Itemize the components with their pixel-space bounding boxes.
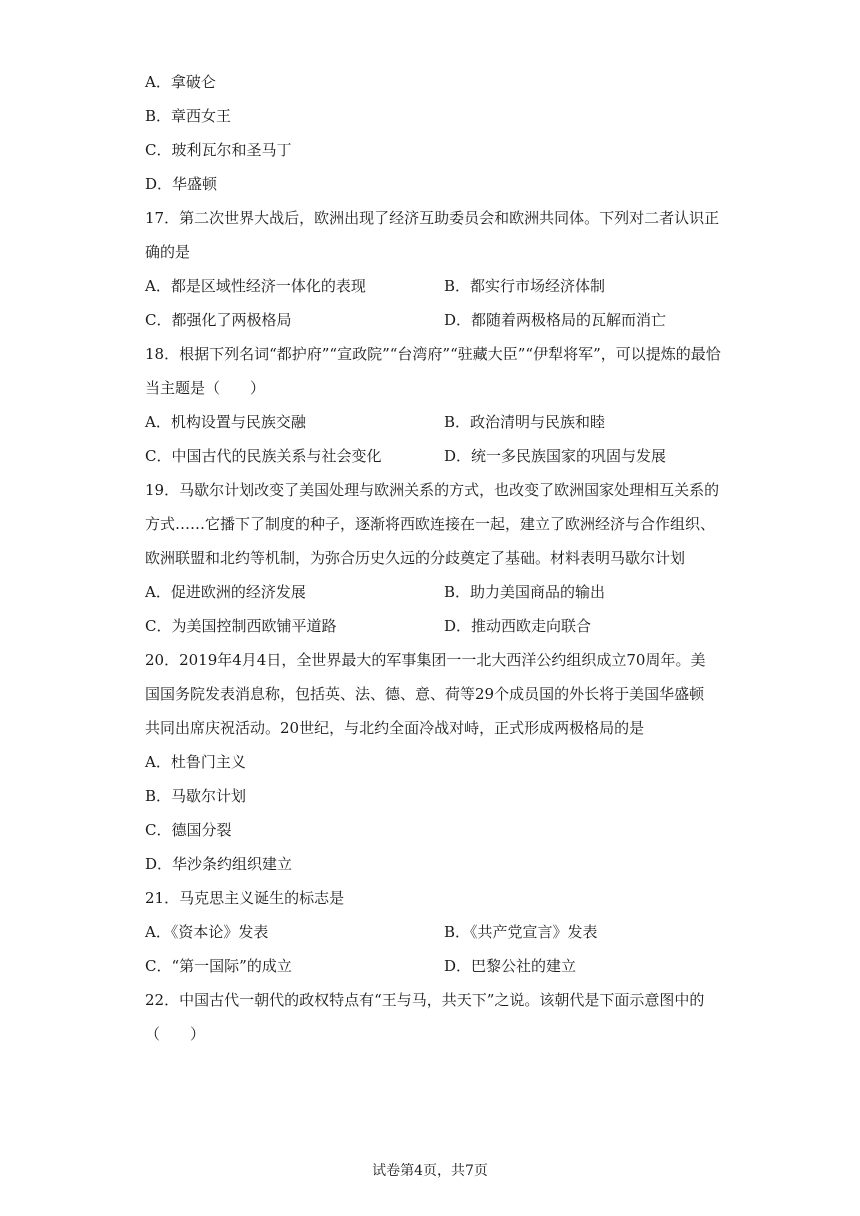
q22-stem-line-2: （ ）: [145, 1025, 206, 1043]
q18-stem-line-1: 18．根据下列名词“都护府”“宣政院”“台湾府”“驻藏大臣”“伊犁将军”，可以提炼的最恰: [145, 345, 721, 363]
q20-stem-line-3: 共同出席庆祝活动。20世纪，与北约全面冷战对峙，正式形成两极格局的是: [145, 719, 645, 737]
q19-option-c: C．为美国控制西欧铺平道路: [145, 617, 337, 635]
q19-stem-line-2: 方式……它播下了制度的种子，逐渐将西欧连接在一起，建立了欧洲经济与合作组织、: [145, 515, 716, 533]
q16-option-b: B．章西女王: [145, 107, 232, 125]
q21-option-b: B．《共产党宣言》发表: [444, 923, 598, 941]
q19-option-d: D．推动西欧走向联合: [444, 617, 592, 635]
q18-option-d: D．统一多民族国家的巩固与发展: [444, 447, 667, 465]
page-footer: 试卷第4页，共7页: [372, 1163, 488, 1179]
q18-option-c: C．中国古代的民族关系与社会变化: [145, 447, 382, 465]
q16-option-c: C．玻利瓦尔和圣马丁: [145, 141, 292, 159]
q19-option-a: A．促进欧洲的经济发展: [145, 583, 306, 601]
q19-option-b: B．助力美国商品的输出: [444, 583, 606, 601]
q18-stem-line-2: 当主题是（ ）: [145, 379, 266, 397]
q20-stem-line-2: 国国务院发表消息称，包括英、法、德、意、荷等29个成员国的外长将于美国华盛顿: [145, 685, 705, 703]
q17-option-b: B．都实行市场经济体制: [444, 277, 606, 295]
q19-stem-line-1: 19．马歇尔计划改变了美国处理与欧洲关系的方式，也改变了欧洲国家处理相互关系的: [145, 481, 720, 499]
q20-option-c: C．德国分裂: [145, 821, 232, 839]
q18-option-b: B．政治清明与民族和睦: [444, 413, 606, 431]
q22-stem-line-1: 22．中国古代一朝代的政权特点有“王与马，共天下”之说。该朝代是下面示意图中的: [145, 991, 705, 1009]
q17-stem-line-2: 确的是: [145, 243, 191, 261]
q19-stem-line-3: 欧洲联盟和北约等机制，为弥合历史久远的分歧奠定了基础。材料表明马歇尔计划: [145, 549, 686, 567]
q16-option-d: D．华盛顿: [145, 175, 218, 193]
q21-stem: 21．马克思主义诞生的标志是: [145, 889, 345, 907]
q21-option-d: D．巴黎公社的建立: [444, 957, 577, 975]
q21-option-c: C．“第一国际”的成立: [145, 957, 292, 975]
q17-option-d: D．都随着两极格局的瓦解而消亡: [444, 311, 667, 329]
q20-option-d: D．华沙条约组织建立: [145, 855, 293, 873]
q20-option-b: B．马歇尔计划: [145, 787, 247, 805]
q18-option-a: A．机构设置与民族交融: [145, 413, 306, 431]
q17-stem-line-1: 17．第二次世界大战后，欧洲出现了经济互助委员会和欧洲共同体。下列对二者认识正: [145, 209, 720, 227]
q17-option-a: A．都是区域性经济一体化的表现: [145, 277, 366, 295]
q20-option-a: A．杜鲁门主义: [145, 753, 246, 771]
q20-stem-line-1: 20．2019年4月4日，全世界最大的军事集团一一北大西洋公约组织成立70周年。美: [145, 651, 706, 669]
q21-option-a: A．《资本论》发表: [145, 923, 269, 941]
q17-option-c: C．都强化了两极格局: [145, 311, 292, 329]
q16-option-a: A．拿破仑: [145, 73, 216, 91]
